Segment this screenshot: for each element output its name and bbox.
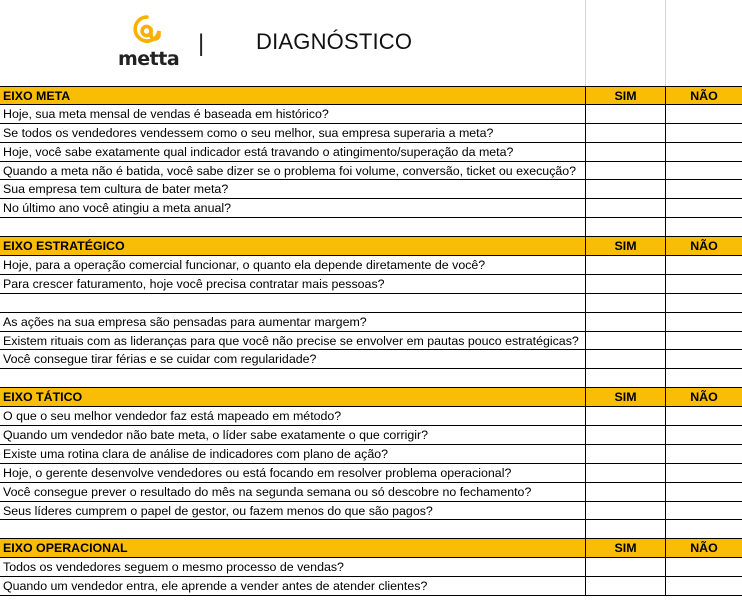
question-text: Hoje, para a operação comercial funcionar, o quanto ela depende diretamente de você? xyxy=(3,258,486,273)
question-text: Existe uma rotina clara de análise de indicadores com plano de ação? xyxy=(3,446,389,461)
metta-logo xyxy=(118,14,178,70)
sim-answer-cell[interactable] xyxy=(585,445,665,463)
question-row xyxy=(0,180,742,199)
nao-answer-cell[interactable] xyxy=(665,464,742,482)
sim-answer-cell[interactable] xyxy=(585,294,665,312)
question-row xyxy=(0,426,742,445)
sim-column-header: SIM xyxy=(585,539,665,557)
nao-answer-cell[interactable] xyxy=(665,294,742,312)
question-text: Quando um vendedor entra, ele aprende a vender antes de atender clientes? xyxy=(3,579,428,594)
empty-cell xyxy=(665,218,742,236)
question-text: Quando a meta não é batida, você sabe dizer se o problema foi volume, conversão, ticket ou execução? xyxy=(3,163,577,178)
diagnostic-sheet xyxy=(0,86,742,596)
question-text: Hoje, você sabe exatamente qual indicador está travando o atingimento/superação da meta? xyxy=(3,144,514,159)
section-title: EIXO META xyxy=(3,89,71,103)
sim-answer-cell[interactable] xyxy=(585,558,665,576)
nao-column-header: NÃO xyxy=(665,87,742,104)
question-row xyxy=(0,313,742,332)
question-row xyxy=(0,558,742,577)
question-row xyxy=(0,502,742,521)
section-header-estrategico xyxy=(0,237,742,256)
sim-answer-cell[interactable] xyxy=(585,162,665,180)
question-text: Existem rituais com as lideranças para que você não precise se envolver em pautas pouco estratégicas? xyxy=(3,333,579,348)
question-text: Você consegue prever o resultado do mês na segunda semana ou só descobre no fechamento? xyxy=(3,484,532,499)
sim-answer-cell[interactable] xyxy=(585,577,665,595)
nao-answer-cell[interactable] xyxy=(665,105,742,123)
nao-column-header: NÃO xyxy=(665,539,742,557)
section-header-meta xyxy=(0,86,742,105)
metta-logo-icon xyxy=(132,14,162,48)
question-row xyxy=(0,445,742,464)
nao-answer-cell[interactable] xyxy=(665,483,742,501)
question-text: Hoje, sua meta mensal de vendas é baseada em histórico? xyxy=(3,106,329,121)
sim-answer-cell[interactable] xyxy=(585,124,665,142)
question-text: Hoje, o gerente desenvolve vendedores ou está focando em resolver problema operacional? xyxy=(3,465,512,480)
nao-column-header: NÃO xyxy=(665,388,742,406)
spacer-row xyxy=(0,520,742,539)
spacer-row xyxy=(0,369,742,388)
question-text: O que o seu melhor vendedor faz está mapeado em método? xyxy=(3,409,342,424)
sim-answer-cell[interactable] xyxy=(585,256,665,274)
nao-answer-cell[interactable] xyxy=(665,275,742,293)
question-row xyxy=(0,275,742,294)
page-title: DIAGNÓSTICO xyxy=(256,29,413,54)
sim-answer-cell[interactable] xyxy=(585,275,665,293)
question-text: Para crescer faturamento, hoje você precisa contratar mais pessoas? xyxy=(3,276,385,291)
nao-answer-cell[interactable] xyxy=(665,407,742,425)
nao-answer-cell[interactable] xyxy=(665,577,742,595)
sim-answer-cell[interactable] xyxy=(585,105,665,123)
question-text: Você consegue tirar férias e se cuidar com regularidade? xyxy=(3,352,317,367)
question-text: Sua empresa tem cultura de bater meta? xyxy=(3,182,229,197)
question-row xyxy=(0,577,742,596)
sim-answer-cell[interactable] xyxy=(585,180,665,198)
sim-answer-cell[interactable] xyxy=(585,313,665,331)
nao-answer-cell[interactable] xyxy=(665,445,742,463)
question-text xyxy=(0,294,585,312)
question-text: Seus líderes cumprem o papel de gestor, ou fazem menos do que são pagos? xyxy=(3,503,433,518)
empty-cell xyxy=(585,369,665,387)
nao-answer-cell[interactable] xyxy=(665,332,742,350)
question-row xyxy=(0,464,742,483)
sim-answer-cell[interactable] xyxy=(585,426,665,444)
nao-answer-cell[interactable] xyxy=(665,180,742,198)
empty-cell xyxy=(585,520,665,538)
question-text: As ações na sua empresa são pensadas para aumentar margem? xyxy=(3,314,367,329)
sim-answer-cell[interactable] xyxy=(585,407,665,425)
question-row xyxy=(0,350,742,369)
nao-answer-cell[interactable] xyxy=(665,426,742,444)
document-header xyxy=(0,0,742,86)
sim-answer-cell[interactable] xyxy=(585,332,665,350)
question-row xyxy=(0,105,742,124)
question-row xyxy=(0,332,742,351)
nao-answer-cell[interactable] xyxy=(665,313,742,331)
sim-answer-cell[interactable] xyxy=(585,502,665,520)
nao-answer-cell[interactable] xyxy=(665,256,742,274)
empty-cell xyxy=(585,218,665,236)
logo-text: metta xyxy=(118,48,180,70)
section-title: EIXO TÁTICO xyxy=(3,390,83,405)
question-text: Se todos os vendedores vendessem como o seu melhor, sua empresa superaria a meta? xyxy=(3,125,494,140)
nao-answer-cell[interactable] xyxy=(665,124,742,142)
grid-line xyxy=(665,0,666,86)
nao-answer-cell[interactable] xyxy=(665,350,742,368)
question-row xyxy=(0,199,742,218)
question-row xyxy=(0,407,742,426)
section-title: EIXO OPERACIONAL xyxy=(3,541,128,556)
nao-answer-cell[interactable] xyxy=(665,502,742,520)
empty-cell xyxy=(665,369,742,387)
title-separator: | xyxy=(198,30,205,57)
nao-answer-cell[interactable] xyxy=(665,558,742,576)
empty-cell xyxy=(665,520,742,538)
question-row xyxy=(0,143,742,162)
spacer-row xyxy=(0,218,742,237)
nao-column-header: NÃO xyxy=(665,237,742,255)
section-header-operacional xyxy=(0,539,742,558)
question-row xyxy=(0,256,742,275)
nao-answer-cell[interactable] xyxy=(665,143,742,161)
nao-answer-cell[interactable] xyxy=(665,199,742,217)
question-text: No último ano você atingiu a meta anual? xyxy=(3,201,231,216)
sim-answer-cell[interactable] xyxy=(585,143,665,161)
sim-column-header: SIM xyxy=(585,388,665,406)
sim-answer-cell[interactable] xyxy=(585,483,665,501)
section-header-tatico xyxy=(0,388,742,407)
question-row xyxy=(0,162,742,181)
sim-answer-cell[interactable] xyxy=(585,464,665,482)
question-text: Quando um vendedor não bate meta, o líder sabe exatamente o que corrigir? xyxy=(3,428,428,443)
question-row xyxy=(0,124,742,143)
section-title: EIXO ESTRATÉGICO xyxy=(3,239,125,254)
question-row xyxy=(0,294,742,313)
grid-line xyxy=(585,0,586,86)
sim-answer-cell[interactable] xyxy=(585,199,665,217)
sim-column-header: SIM xyxy=(585,87,665,104)
sim-column-header: SIM xyxy=(585,237,665,255)
question-row xyxy=(0,483,742,502)
question-text: Todos os vendedores seguem o mesmo processo de vendas? xyxy=(3,560,344,575)
sim-answer-cell[interactable] xyxy=(585,350,665,368)
nao-answer-cell[interactable] xyxy=(665,162,742,180)
